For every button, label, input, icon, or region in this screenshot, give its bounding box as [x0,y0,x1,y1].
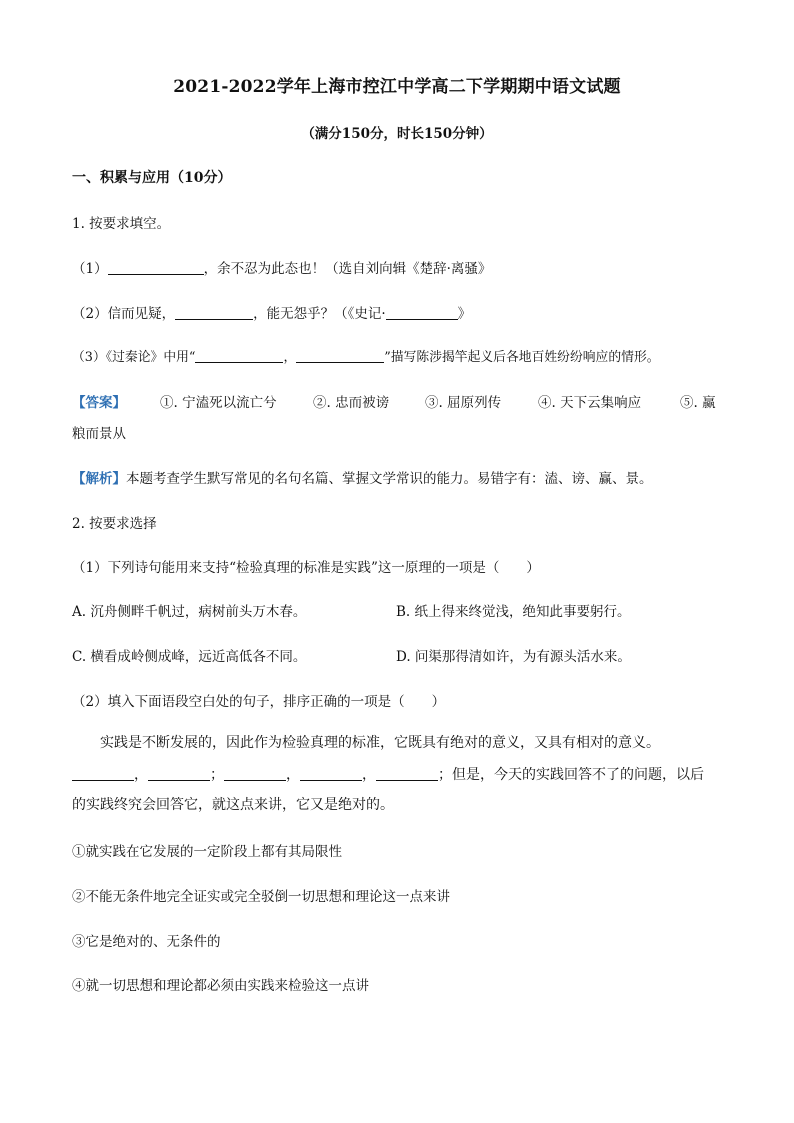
passage-blank-3[interactable] [224,766,286,781]
answer-5: ⑤. 赢 [680,395,716,411]
answer-1: ①. 宁溘死以流亡兮 [160,395,277,411]
question-2-sub-2: （2）填入下面语段空白处的句子，排序正确的一项是（ ） [72,694,446,710]
sentence-item-4: ④就一切思想和理论都必须由实践来检验这一点讲 [72,978,369,994]
option-a[interactable]: A. 沉舟侧畔千帆过，病树前头万木春。 [72,604,307,620]
answer-3: ③. 屈原列传 [425,395,502,411]
passage-line-2 [72,760,704,790]
passage-line-3: 的实践终究会回答它，就这点来讲，它又是绝对的。 [72,797,394,813]
fill-blank-2[interactable] [175,305,253,320]
passage-line-2-tail: ；但是，今天的实践回答不了的问题，以后 [438,767,704,783]
sentence-item-3: ③它是绝对的、无条件的 [72,934,221,950]
sep-4: ， [362,767,376,783]
passage-line-1: 实践是不断发展的，因此作为检验真理的标准，它既具有绝对的意义，又具有相对的意义。 [100,735,660,751]
option-d[interactable]: D. 问渠那得清如许，为有源头活水来。 [396,649,631,665]
option-b[interactable]: B. 纸上得来终觉浅，绝知此事要躬行。 [396,604,631,620]
answer-row [72,391,126,411]
q1-s3-suffix: ”描写陈涉揭竿起义后各地百姓纷纷响应的情形。 [384,350,660,365]
passage-blank-1[interactable] [72,766,134,781]
sep-1: ， [134,767,148,783]
sep-3: ， [286,767,300,783]
fill-blank-1[interactable] [108,260,204,275]
passage-blank-4[interactable] [300,766,362,781]
passage-blank-5[interactable] [376,766,438,781]
sep-2: ； [210,767,224,783]
q1-s2-middle: ，能无怨乎？（《史记· [253,306,386,322]
page-title: 2021-2022学年上海市控江中学高二下学期期中语文试题 [173,77,621,97]
answer-tag: 【答案】 [72,395,126,411]
passage-blank-2[interactable] [148,766,210,781]
analysis-text: 本题考查学生默写常见的名句名篇、掌握文学常识的能力。易错字有：溘、谤、赢、景。 [126,471,653,487]
fill-blank-4[interactable] [195,348,283,363]
question-2-stem: 2. 按要求选择 [72,516,157,532]
section-heading: 一、积累与应用（10分） [72,170,232,186]
q1-s3-prefix: （3）《过秦论》中用“ [72,350,196,365]
question-1-stem: 1. 按要求填空。 [72,216,171,232]
analysis-tag: 【解析】 [72,471,126,487]
question-2-sub-1: （1）下列诗句能用来支持“检验真理的标准是实践”这一原理的一项是（ ） [72,560,540,576]
answer-continuation: 粮而景从 [72,426,126,442]
fill-blank-5[interactable] [296,348,384,363]
answer-4: ④. 天下云集响应 [538,395,642,411]
answer-2: ②. 忠而被谤 [313,395,390,411]
q1-s1-prefix: （1） [72,261,108,277]
question-1-sub-3 [72,346,660,365]
q1-s3-middle: ， [283,350,297,365]
q1-s1-suffix: ，余不忍为此态也！（选自刘向辑《楚辞·离骚》 [203,261,492,277]
question-1-sub-2 [72,302,471,322]
option-c[interactable]: C. 横看成岭侧成峰，远近高低各不同。 [72,649,307,665]
sentence-item-1: ①就实践在它发展的一定阶段上都有其局限性 [72,844,342,860]
q1-s2-prefix: （2）信而见疑， [72,306,176,322]
sentence-item-2: ②不能无条件地完全证实或完全驳倒一切思想和理论这一点来讲 [72,889,450,905]
q1-s2-suffix: 》 [457,306,472,322]
page-subtitle: （满分150分，时长150分钟） [301,126,493,142]
fill-blank-3[interactable] [386,305,458,320]
analysis-row [72,467,653,487]
question-1-sub-1 [72,257,491,277]
